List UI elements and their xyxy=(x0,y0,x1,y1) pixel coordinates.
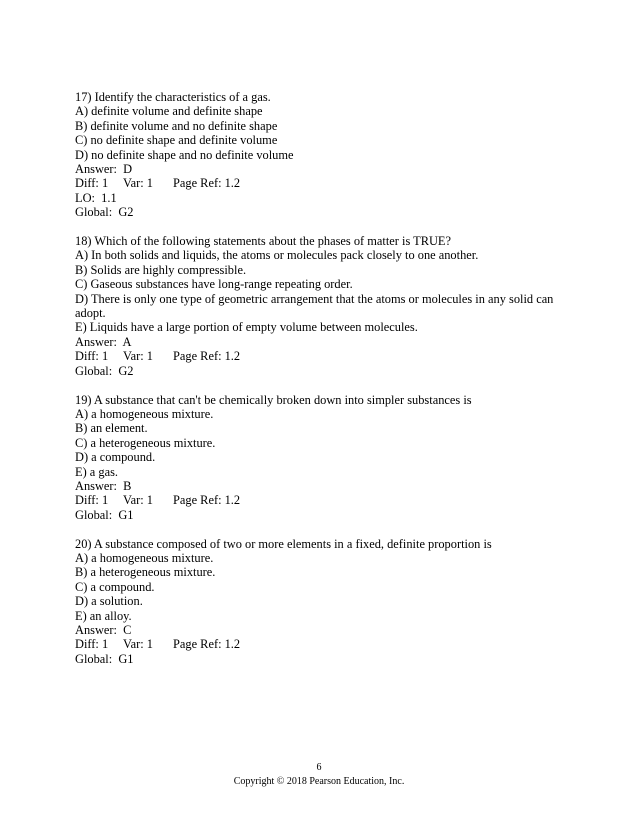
answer-key: Answer: C xyxy=(75,622,132,637)
answer-option: A) In both solids and liquids, the atoms or molecules pack closely to one another. xyxy=(75,248,479,263)
variant-label: Var: 1 xyxy=(123,176,153,191)
question-metadata xyxy=(75,349,575,363)
variant-label: Var: 1 xyxy=(123,349,153,364)
answer-key: Answer: D xyxy=(75,162,133,177)
answer-option: B) definite volume and no definite shape xyxy=(75,118,278,133)
document-body xyxy=(75,90,575,681)
answer-option: D) a compound. xyxy=(75,450,156,465)
answer-option: A) definite volume and definite shape xyxy=(75,104,263,119)
answer-option: C) a compound. xyxy=(75,579,155,594)
variant-label: Var: 1 xyxy=(123,637,153,652)
answer-option: A) a homogeneous mixture. xyxy=(75,550,214,565)
answer-key: Answer: B xyxy=(75,478,132,493)
difficulty-label: Diff: 1 xyxy=(75,349,109,364)
question-17 xyxy=(75,90,575,220)
difficulty-label: Diff: 1 xyxy=(75,637,109,652)
answer-option: D) There is only one type of geometric arrangement that the atoms or molecules in any solid can adopt. xyxy=(75,291,554,321)
question-20 xyxy=(75,537,575,667)
global-outcome: Global: G2 xyxy=(75,363,134,378)
copyright-notice: Copyright © 2018 Pearson Education, Inc. xyxy=(233,776,405,787)
answer-option: E) a gas. xyxy=(75,464,119,479)
page-ref-label: Page Ref: 1.2 xyxy=(173,349,241,364)
answer-option: B) an element. xyxy=(75,421,148,436)
difficulty-label: Diff: 1 xyxy=(75,176,109,191)
question-stem: 17) Identify the characteristics of a gas. xyxy=(75,90,271,104)
page-number: 6 xyxy=(316,762,322,773)
learning-objective: LO: 1.1 xyxy=(75,190,117,205)
answer-option: E) Liquids have a large portion of empty volume between molecules. xyxy=(75,320,418,335)
answer-option: C) no definite shape and definite volume xyxy=(75,133,278,148)
answer-option: B) Solids are highly compressible. xyxy=(75,262,247,277)
answer-option: E) an alloy. xyxy=(75,608,132,623)
global-outcome: Global: G1 xyxy=(75,507,134,522)
question-metadata xyxy=(75,637,575,651)
question-stem: 19) A substance that can't be chemically broken down into simpler substances is xyxy=(75,392,472,407)
question-18 xyxy=(75,234,575,378)
answer-option: C) Gaseous substances have long-range repeating order. xyxy=(75,277,353,292)
global-outcome: Global: G2 xyxy=(75,205,134,220)
question-metadata xyxy=(75,176,575,190)
global-outcome: Global: G1 xyxy=(75,651,134,666)
page-ref-label: Page Ref: 1.2 xyxy=(173,493,241,508)
page-ref-label: Page Ref: 1.2 xyxy=(173,176,241,191)
question-metadata xyxy=(75,493,575,507)
answer-option: D) no definite shape and no definite volume xyxy=(75,147,294,162)
variant-label: Var: 1 xyxy=(123,493,153,508)
page-ref-label: Page Ref: 1.2 xyxy=(173,637,241,652)
question-19 xyxy=(75,393,575,523)
answer-key: Answer: A xyxy=(75,334,132,349)
answer-option: C) a heterogeneous mixture. xyxy=(75,435,216,450)
difficulty-label: Diff: 1 xyxy=(75,493,109,508)
question-stem: 20) A substance composed of two or more elements in a fixed, definite proportion is xyxy=(75,536,492,551)
answer-option: B) a heterogeneous mixture. xyxy=(75,565,216,580)
answer-option: A) a homogeneous mixture. xyxy=(75,406,214,421)
answer-option: D) a solution. xyxy=(75,594,143,609)
question-stem: 18) Which of the following statements about the phases of matter is TRUE? xyxy=(75,234,451,249)
